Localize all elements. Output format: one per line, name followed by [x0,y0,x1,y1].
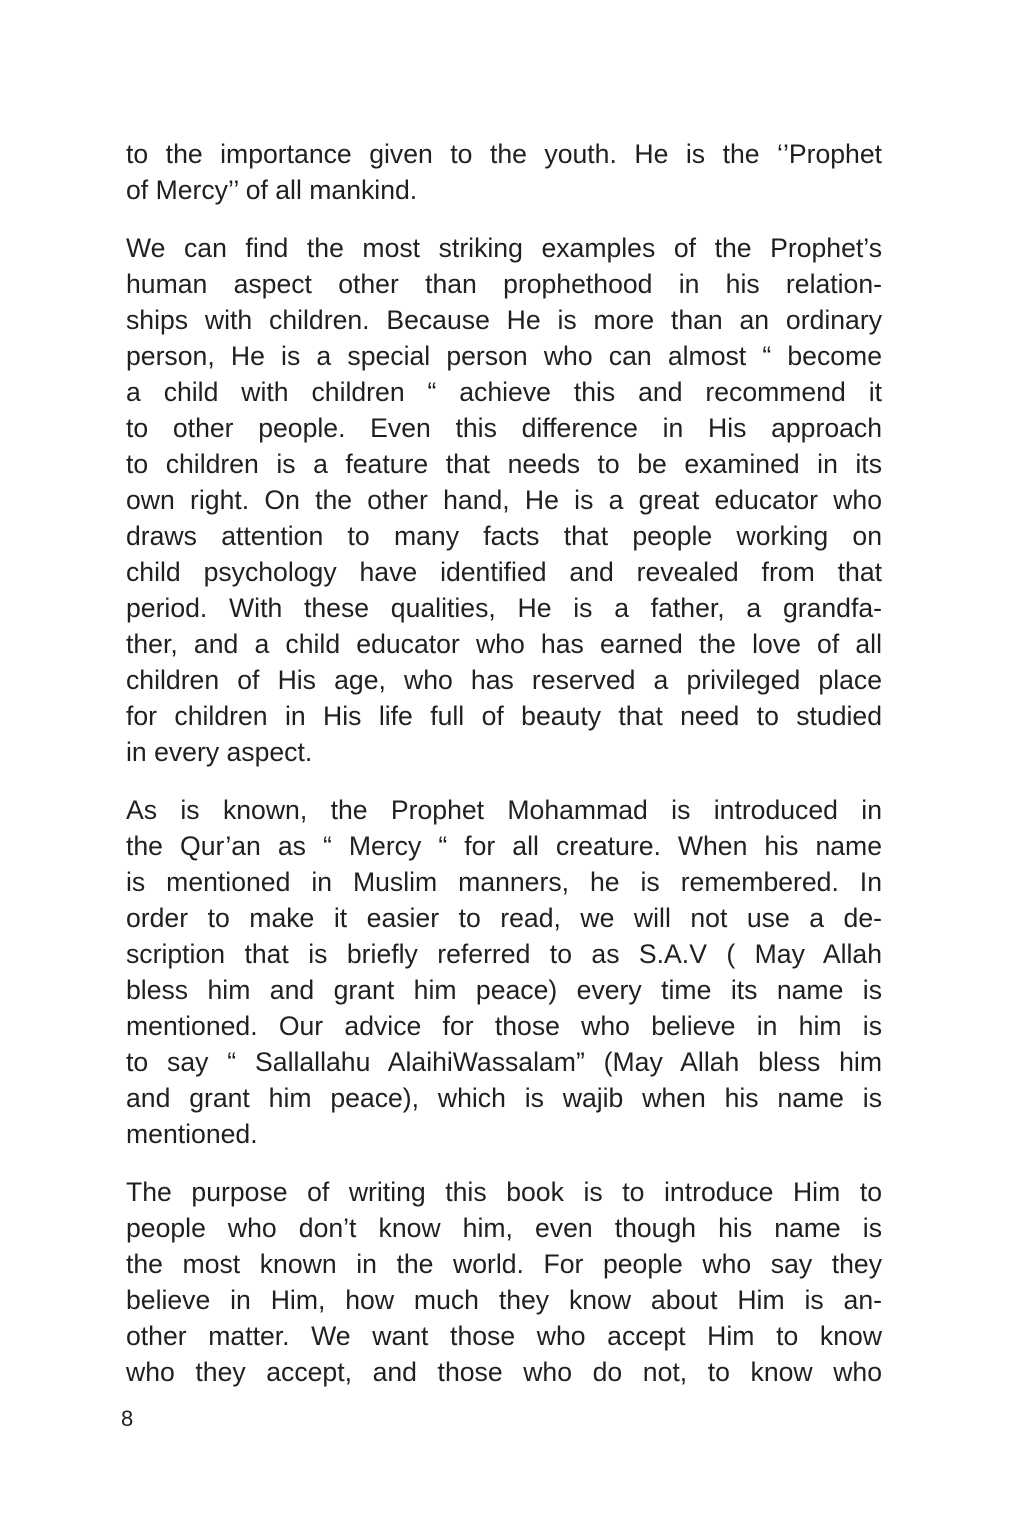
text-line: own right. On the other hand, He is a great educator who [126,485,882,515]
text-line: person, He is a special person who can almost “ become [126,341,882,371]
text-line: in every aspect. [126,737,313,767]
text-line: The purpose of writing this book is to introduce Him to [126,1177,882,1207]
body-text [126,136,882,1412]
text-line: We can find the most striking examples of the Prophet’s [126,233,882,263]
text-line: children of His age, who has reserved a privileged place [126,665,882,695]
text-line: who they accept, and those who do not, to know who [126,1357,882,1387]
text-line: to the importance given to the youth. He is the ‘’Prophet [126,139,882,169]
text-line: ships with children. Because He is more than an ordinary [126,305,882,335]
text-line: mentioned. [126,1119,258,1149]
paragraph-1 [126,136,882,208]
text-line: for children in His life full of beauty that need to studied [126,701,882,731]
text-line: period. With these qualities, He is a father, a grandfa- [126,593,882,623]
text-line: ther, and a child educator who has earned the love of all [126,629,882,659]
text-line: human aspect other than prophethood in his relation- [126,269,882,299]
text-line: order to make it easier to read, we will not use a de- [126,903,882,933]
text-line: of Mercy’’ of all mankind. [126,175,418,205]
text-line: to say “ Sallallahu AlaihiWassalam” (May Allah bless him [126,1047,882,1077]
text-line: a child with children “ achieve this and recommend it [126,377,882,407]
text-line: As is known, the Prophet Mohammad is introduced in [126,795,882,825]
text-line: people who don’t know him, even though his name is [126,1213,882,1243]
text-line: bless him and grant him peace) every time its name is [126,975,882,1005]
text-line: draws attention to many facts that people working on [126,521,882,551]
text-line: to children is a feature that needs to be examined in its [126,449,882,479]
paragraph-3 [126,792,882,1152]
text-line: scription that is briefly referred to as S.A.V ( May Allah [126,939,882,969]
text-line: believe in Him, how much they know about Him is an- [126,1285,882,1315]
text-line: the Qur’an as “ Mercy “ for all creature. When his name [126,831,882,861]
text-line: child psychology have identified and revealed from that [126,557,882,587]
text-line: to other people. Even this difference in His approach [126,413,882,443]
text-line: and grant him peace), which is wajib when his name is [126,1083,882,1113]
text-line: the most known in the world. For people who say they [126,1249,882,1279]
paragraph-4 [126,1174,882,1390]
text-line: mentioned. Our advice for those who believe in him is [126,1011,882,1041]
page-number: 8 [121,1406,134,1431]
paragraph-2 [126,230,882,770]
text-line: other matter. We want those who accept Him to know [126,1321,882,1351]
text-line: is mentioned in Muslim manners, he is remembered. In [126,867,882,897]
